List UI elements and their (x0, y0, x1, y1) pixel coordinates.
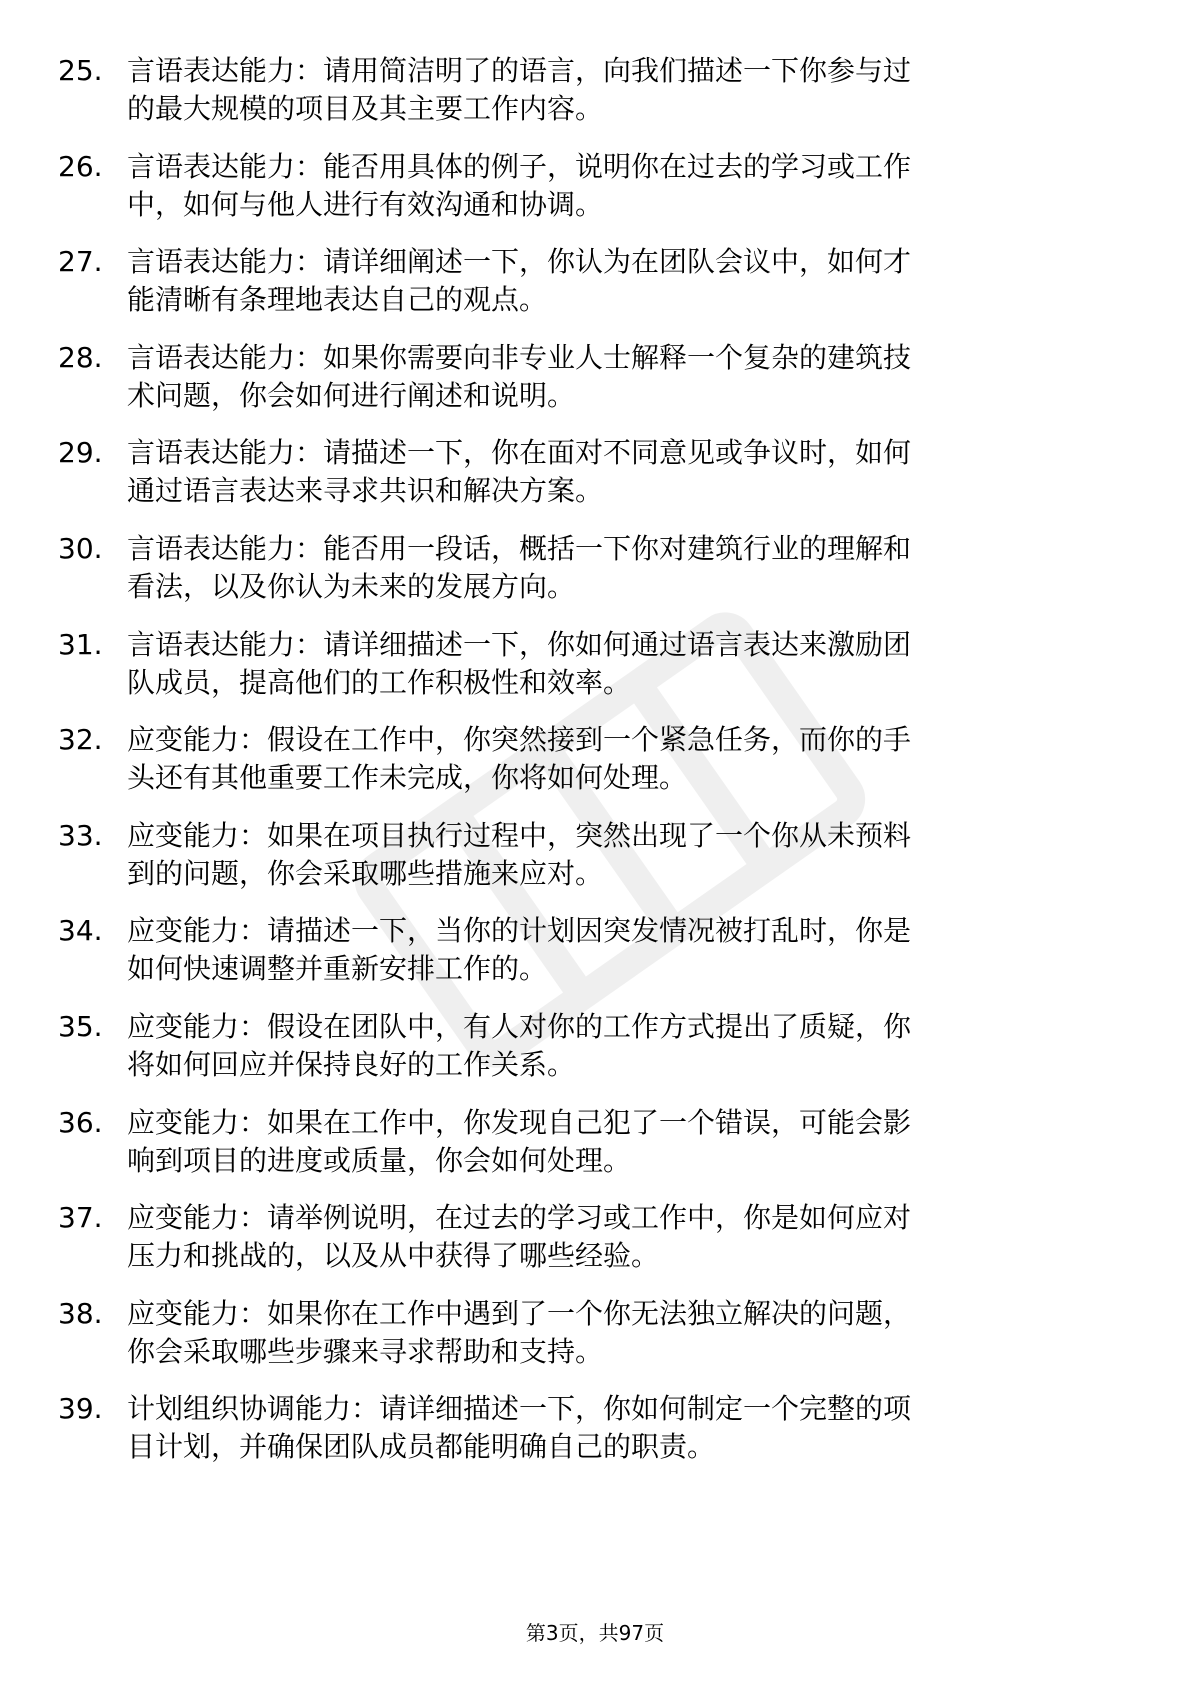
question-text-line: 目计划，并确保团队成员都能明确自己的职责。 (127, 1430, 716, 1463)
question-text-line: 言语表达能力：请详细阐述一下，你认为在团队会议中，如何才 (127, 245, 912, 278)
question-text-line: 言语表达能力：请描述一下，你在面对不同意见或争议时，如何 (127, 436, 912, 469)
question-text-line: 应变能力：请描述一下，当你的计划因突发情况被打乱时，你是 (127, 914, 912, 947)
question-text-line: 言语表达能力：如果你需要向非专业人士解释一个复杂的建筑技 (127, 341, 912, 374)
question-text-line: 看法，以及你认为未来的发展方向。 (127, 570, 576, 603)
question-text-line: 应变能力：请举例说明，在过去的学习或工作中，你是如何应对 (127, 1201, 912, 1234)
question-number: 29. (58, 436, 103, 469)
question-text-line: 通过语言表达来寻求共识和解决方案。 (127, 474, 604, 507)
question-text-line: 应变能力：假设在团队中，有人对你的工作方式提出了质疑，你 (127, 1010, 912, 1043)
page-footer (0, 1620, 1190, 1646)
question-text-line: 的最大规模的项目及其主要工作内容。 (127, 92, 604, 125)
question-number: 34. (58, 914, 103, 947)
question-text-line: 响到项目的进度或质量，你会如何处理。 (127, 1144, 632, 1177)
question-text-line: 应变能力：假设在工作中，你突然接到一个紧急任务，而你的手 (127, 723, 912, 756)
question-number: 32. (58, 723, 103, 756)
question-text-line: 压力和挑战的，以及从中获得了哪些经验。 (127, 1239, 660, 1272)
question-text-line: 计划组织协调能力：请详细描述一下，你如何制定一个完整的项 (127, 1392, 912, 1425)
question-number: 39. (58, 1392, 103, 1425)
question-number: 30. (58, 532, 103, 565)
question-text-line: 术问题，你会如何进行阐述和说明。 (127, 379, 576, 412)
question-text-line: 应变能力：如果你在工作中遇到了一个你无法独立解决的问题， (127, 1297, 912, 1330)
question-text-line: 应变能力：如果在项目执行过程中，突然出现了一个你从未预料 (127, 819, 912, 852)
question-text-line: 队成员，提高他们的工作积极性和效率。 (127, 666, 632, 699)
question-number: 31. (58, 628, 103, 661)
question-text-line: 头还有其他重要工作未完成，你将如何处理。 (127, 761, 688, 794)
question-text-line: 如何快速调整并重新安排工作的。 (127, 952, 548, 985)
question-number: 25. (58, 54, 103, 87)
question-text-line: 言语表达能力：能否用一段话，概括一下你对建筑行业的理解和 (127, 532, 912, 565)
question-number: 37. (58, 1201, 103, 1234)
question-text-line: 言语表达能力：请用简洁明了的语言，向我们描述一下你参与过 (127, 54, 912, 87)
question-text-line: 能清晰有条理地表达自己的观点。 (127, 283, 548, 316)
page-number-label: 第3页，共97页 (525, 1621, 665, 1645)
question-number: 36. (58, 1106, 103, 1139)
question-text-line: 应变能力：如果在工作中，你发现自己犯了一个错误，可能会影 (127, 1106, 912, 1139)
question-number: 33. (58, 819, 103, 852)
question-number: 26. (58, 150, 103, 183)
question-text-line: 将如何回应并保持良好的工作关系。 (127, 1048, 576, 1081)
question-text-line: 你会采取哪些步骤来寻求帮助和支持。 (127, 1335, 604, 1368)
question-number: 28. (58, 341, 103, 374)
question-text-line: 言语表达能力：请详细描述一下，你如何通过语言表达来激励团 (127, 628, 912, 661)
question-number: 38. (58, 1297, 103, 1330)
question-number: 27. (58, 245, 103, 278)
question-text-line: 到的问题，你会采取哪些措施来应对。 (127, 857, 604, 890)
question-text-line: 中，如何与他人进行有效沟通和协调。 (127, 188, 604, 221)
question-number: 35. (58, 1010, 103, 1043)
question-text-line: 言语表达能力：能否用具体的例子，说明你在过去的学习或工作 (127, 150, 912, 183)
